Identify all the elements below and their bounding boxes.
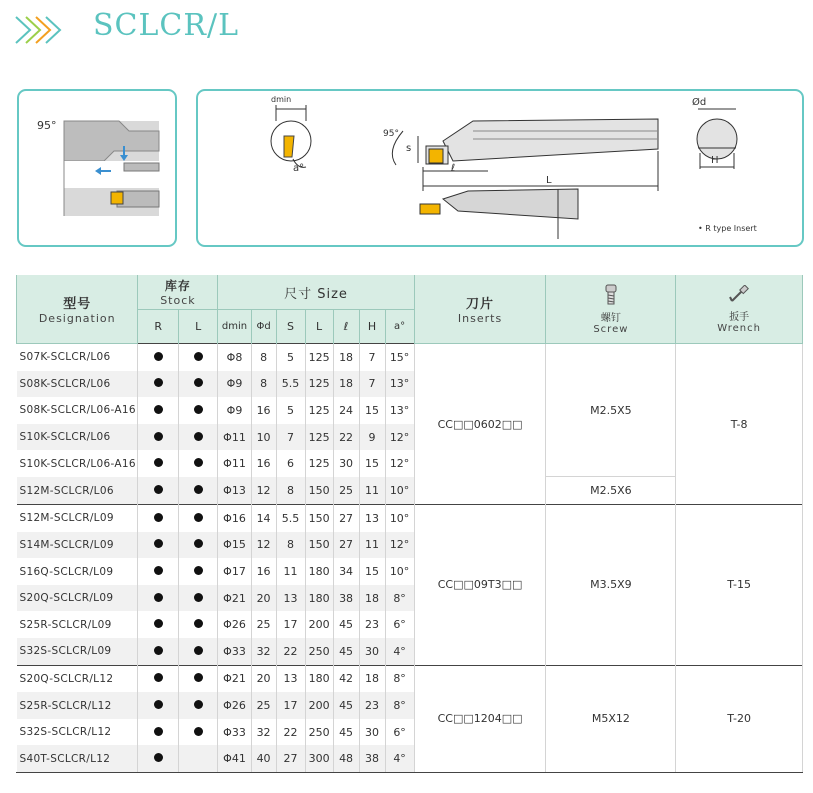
- inserts-en: Inserts: [457, 312, 503, 325]
- a-cell: 12°: [385, 424, 414, 451]
- h-cell: 15: [359, 450, 385, 477]
- sub-L: L: [305, 310, 333, 344]
- in-stock-dot: [194, 593, 203, 602]
- wrench-icon: [728, 285, 750, 305]
- od-label: Ød: [692, 97, 707, 108]
- a-cell: 13°: [385, 371, 414, 398]
- in-stock-dot: [194, 352, 203, 361]
- screw-en: Screw: [593, 323, 629, 335]
- h-cell: 15: [359, 397, 385, 424]
- L-cell: 125: [305, 424, 333, 451]
- h-cell: 7: [359, 371, 385, 398]
- d-cell: 12: [251, 477, 276, 505]
- s-cell: 22: [276, 719, 305, 746]
- dmin-cell: Φ16: [218, 505, 251, 532]
- h-cell: 23: [359, 611, 385, 638]
- a-cell: 10°: [385, 558, 414, 585]
- h-cell: 23: [359, 692, 385, 719]
- s-cell: 5: [276, 344, 305, 371]
- wrench-cell: T-15: [676, 505, 803, 666]
- L-cell: 300: [305, 745, 333, 772]
- s-cell: 5.5: [276, 505, 305, 532]
- designation-cell: S12M-SCLCR/L06: [17, 477, 138, 505]
- in-stock-dot: [154, 593, 163, 602]
- dmin-cell: Φ26: [218, 692, 251, 719]
- d-cell: 8: [251, 371, 276, 398]
- dmin-cell: Φ11: [218, 450, 251, 477]
- dmin-cell: Φ8: [218, 344, 251, 371]
- d-cell: 10: [251, 424, 276, 451]
- sub-dmin: dmin: [218, 310, 251, 344]
- in-stock-dot: [154, 566, 163, 575]
- in-stock-dot: [154, 458, 163, 467]
- in-stock-dot: [154, 513, 163, 522]
- L-cell: 200: [305, 611, 333, 638]
- wrench-cn: 扳手: [729, 311, 750, 323]
- spec-table: [16, 275, 803, 773]
- L-cell: 180: [305, 585, 333, 612]
- stock-cn: 库存: [164, 279, 191, 293]
- screw-cell: M3.5X9: [546, 505, 676, 666]
- h-cell: 11: [359, 532, 385, 559]
- a-cell: 8°: [385, 585, 414, 612]
- stock-l-cell: [178, 611, 217, 638]
- d-cell: 14: [251, 505, 276, 532]
- sub-s: S: [276, 310, 305, 344]
- d-cell: 16: [251, 450, 276, 477]
- s-cell: 6: [276, 450, 305, 477]
- dmin-cell: Φ9: [218, 371, 251, 398]
- l-cell: 25: [333, 477, 359, 505]
- screw-icon: [604, 284, 618, 306]
- a-cell: 15°: [385, 344, 414, 371]
- d-cell: 40: [251, 745, 276, 772]
- screw-cell: M2.5X5: [546, 344, 676, 477]
- l-cell: 18: [333, 371, 359, 398]
- L-cell: 125: [305, 397, 333, 424]
- L-cell: 250: [305, 638, 333, 665]
- screw-cell: M5X12: [546, 665, 676, 772]
- l-cell: 34: [333, 558, 359, 585]
- stock-l-cell: [178, 450, 217, 477]
- d-cell: 16: [251, 397, 276, 424]
- sub-d: Φd: [251, 310, 276, 344]
- a-cell: 8°: [385, 665, 414, 692]
- in-stock-dot: [194, 673, 203, 682]
- stock-r-cell: [138, 397, 178, 424]
- boring-illustration: [19, 91, 175, 245]
- in-stock-dot: [194, 566, 203, 575]
- s-cell: 17: [276, 611, 305, 638]
- stock-l-cell: [178, 585, 217, 612]
- table-row: [17, 344, 803, 371]
- designation-cell: S25R-SCLCR/L09: [17, 611, 138, 638]
- table-row: [17, 665, 803, 692]
- screw-header: [546, 275, 676, 344]
- in-stock-dot: [154, 673, 163, 682]
- sub-h: H: [359, 310, 385, 344]
- stock-l-cell: [178, 558, 217, 585]
- L-label: L: [546, 175, 552, 186]
- insert-cell: CC□□1204□□: [414, 665, 546, 772]
- designation-cell: S10K-SCLCR/L06: [17, 424, 138, 451]
- L-cell: 180: [305, 558, 333, 585]
- dmin-cell: Φ11: [218, 424, 251, 451]
- h-cell: 13: [359, 505, 385, 532]
- L-cell: 125: [305, 344, 333, 371]
- dmin-cell: Φ15: [218, 532, 251, 559]
- l-cell: 22: [333, 424, 359, 451]
- in-stock-dot: [154, 352, 163, 361]
- stock-l-cell: [178, 638, 217, 665]
- a-angle-label: a°: [293, 163, 305, 174]
- stock-l-cell: [178, 371, 217, 398]
- dmin-cell: Φ21: [218, 585, 251, 612]
- L-cell: 150: [305, 505, 333, 532]
- a-cell: 10°: [385, 477, 414, 505]
- model-en: Designation: [38, 312, 116, 325]
- s-cell: 17: [276, 692, 305, 719]
- h-cell: 30: [359, 638, 385, 665]
- d-cell: 20: [251, 665, 276, 692]
- stock-r-cell: [138, 558, 178, 585]
- s-cell: 22: [276, 638, 305, 665]
- s-cell: 5: [276, 397, 305, 424]
- designation-cell: S14M-SCLCR/L09: [17, 532, 138, 559]
- dmin-cell: Φ41: [218, 745, 251, 772]
- insert-note: • R type Insert: [698, 224, 757, 233]
- in-stock-dot: [154, 700, 163, 709]
- s-cell: 8: [276, 477, 305, 505]
- in-stock-dot: [154, 646, 163, 655]
- s-label: s: [406, 143, 412, 154]
- page-title: SCLCR/L: [93, 8, 239, 43]
- d-cell: 20: [251, 585, 276, 612]
- a-cell: 12°: [385, 450, 414, 477]
- L-cell: 125: [305, 371, 333, 398]
- designation-cell: S08K-SCLCR/L06: [17, 371, 138, 398]
- insert-cell: CC□□0602□□: [414, 344, 546, 505]
- insert-cell: CC□□09T3□□: [414, 505, 546, 666]
- designation-cell: S12M-SCLCR/L09: [17, 505, 138, 532]
- l-cell: 30: [333, 450, 359, 477]
- stock-l-cell: [178, 424, 217, 451]
- in-stock-dot: [194, 727, 203, 736]
- d-cell: 25: [251, 611, 276, 638]
- screw-cn: 螺钉: [600, 312, 621, 324]
- L-cell: 150: [305, 532, 333, 559]
- l-cell: 42: [333, 665, 359, 692]
- table-row: [17, 505, 803, 532]
- s-cell: 5.5: [276, 371, 305, 398]
- stock-header: [138, 275, 218, 310]
- triple-chevron-icon: [14, 14, 74, 46]
- H-label: H: [711, 155, 719, 166]
- dmin-cell: Φ9: [218, 397, 251, 424]
- diagram-boring-operation: [17, 89, 177, 247]
- stock-l-cell: [178, 719, 217, 746]
- L-cell: 125: [305, 450, 333, 477]
- a-cell: 6°: [385, 611, 414, 638]
- designation-cell: S10K-SCLCR/L06-A16: [17, 450, 138, 477]
- dimension-drawing: [198, 91, 802, 245]
- designation-header: [17, 275, 138, 344]
- l-cell: 45: [333, 638, 359, 665]
- s-cell: 13: [276, 665, 305, 692]
- in-stock-dot: [194, 539, 203, 548]
- in-stock-dot: [154, 485, 163, 494]
- h-cell: 9: [359, 424, 385, 451]
- in-stock-dot: [154, 378, 163, 387]
- in-stock-dot: [154, 727, 163, 736]
- l-cell: 38: [333, 585, 359, 612]
- angle-label: 95°: [37, 119, 57, 132]
- h-cell: 38: [359, 745, 385, 772]
- designation-cell: S32S-SCLCR/L12: [17, 719, 138, 746]
- stock-r-cell: [138, 638, 178, 665]
- inserts-cn: 刀片: [466, 297, 495, 312]
- d-cell: 32: [251, 638, 276, 665]
- in-stock-dot: [194, 485, 203, 494]
- stock-en: Stock: [160, 294, 196, 307]
- L-cell: 150: [305, 477, 333, 505]
- h-cell: 7: [359, 344, 385, 371]
- l-cell: 45: [333, 719, 359, 746]
- stock-r-cell: [138, 371, 178, 398]
- dmin-cell: Φ33: [218, 638, 251, 665]
- stock-l-cell: [178, 477, 217, 505]
- sub-l: L: [178, 310, 217, 344]
- a-cell: 8°: [385, 692, 414, 719]
- s-cell: 7: [276, 424, 305, 451]
- in-stock-dot: [154, 619, 163, 628]
- a-cell: 4°: [385, 745, 414, 772]
- a-cell: 13°: [385, 397, 414, 424]
- d-cell: 32: [251, 719, 276, 746]
- stock-r-cell: [138, 745, 178, 772]
- designation-cell: S40T-SCLCR/L12: [17, 745, 138, 772]
- in-stock-dot: [194, 378, 203, 387]
- designation-cell: S08K-SCLCR/L06-A16: [17, 397, 138, 424]
- inserts-header: [414, 275, 546, 344]
- L-cell: 180: [305, 665, 333, 692]
- screw-cell: M2.5X6: [546, 477, 676, 505]
- in-stock-dot: [194, 700, 203, 709]
- h-cell: 11: [359, 477, 385, 505]
- stock-l-cell: [178, 745, 217, 772]
- in-stock-dot: [194, 432, 203, 441]
- dmin-cell: Φ26: [218, 611, 251, 638]
- designation-cell: S20Q-SCLCR/L09: [17, 585, 138, 612]
- stock-r-cell: [138, 665, 178, 692]
- stock-r-cell: [138, 424, 178, 451]
- designation-cell: S16Q-SCLCR/L09: [17, 558, 138, 585]
- in-stock-dot: [194, 405, 203, 414]
- l-cell: 45: [333, 611, 359, 638]
- dmin-cell: Φ17: [218, 558, 251, 585]
- d-cell: 12: [251, 532, 276, 559]
- stock-r-cell: [138, 611, 178, 638]
- designation-cell: S20Q-SCLCR/L12: [17, 665, 138, 692]
- stock-l-cell: [178, 532, 217, 559]
- in-stock-dot: [194, 619, 203, 628]
- l-cell: 27: [333, 532, 359, 559]
- dmin-cell: Φ13: [218, 477, 251, 505]
- in-stock-dot: [154, 432, 163, 441]
- stock-r-cell: [138, 477, 178, 505]
- d-cell: 25: [251, 692, 276, 719]
- l-cell: 45: [333, 692, 359, 719]
- stock-l-cell: [178, 692, 217, 719]
- in-stock-dot: [194, 646, 203, 655]
- stock-l-cell: [178, 344, 217, 371]
- h-cell: 30: [359, 719, 385, 746]
- in-stock-dot: [194, 458, 203, 467]
- l-cell: 18: [333, 344, 359, 371]
- sub-l-small: ℓ: [333, 310, 359, 344]
- l-small-label: ℓ: [451, 163, 456, 174]
- sub-r: R: [138, 310, 178, 344]
- a-cell: 10°: [385, 505, 414, 532]
- main-angle-label: 95°: [383, 129, 399, 139]
- designation-cell: S32S-SCLCR/L09: [17, 638, 138, 665]
- l-cell: 27: [333, 505, 359, 532]
- s-cell: 27: [276, 745, 305, 772]
- L-cell: 250: [305, 719, 333, 746]
- d-cell: 8: [251, 344, 276, 371]
- in-stock-dot: [154, 753, 163, 762]
- a-cell: 12°: [385, 532, 414, 559]
- l-cell: 24: [333, 397, 359, 424]
- wrench-cell: T-20: [676, 665, 803, 772]
- stock-r-cell: [138, 344, 178, 371]
- stock-l-cell: [178, 397, 217, 424]
- in-stock-dot: [154, 405, 163, 414]
- wrench-header: [676, 275, 803, 344]
- l-cell: 48: [333, 745, 359, 772]
- in-stock-dot: [154, 539, 163, 548]
- dmin-label: dmin: [271, 95, 292, 104]
- stock-r-cell: [138, 505, 178, 532]
- sub-a: a°: [385, 310, 414, 344]
- stock-r-cell: [138, 585, 178, 612]
- h-cell: 18: [359, 585, 385, 612]
- s-cell: 13: [276, 585, 305, 612]
- stock-l-cell: [178, 505, 217, 532]
- L-cell: 200: [305, 692, 333, 719]
- stock-r-cell: [138, 719, 178, 746]
- stock-r-cell: [138, 450, 178, 477]
- d-cell: 16: [251, 558, 276, 585]
- designation-cell: S25R-SCLCR/L12: [17, 692, 138, 719]
- stock-r-cell: [138, 532, 178, 559]
- stock-l-cell: [178, 665, 217, 692]
- a-cell: 4°: [385, 638, 414, 665]
- table-bottom-rule: [16, 772, 803, 773]
- a-cell: 6°: [385, 719, 414, 746]
- stock-r-cell: [138, 692, 178, 719]
- size-header: [218, 275, 414, 310]
- in-stock-dot: [194, 513, 203, 522]
- designation-cell: S07K-SCLCR/L06: [17, 344, 138, 371]
- s-cell: 8: [276, 532, 305, 559]
- size-label: 尺寸 Size: [284, 286, 348, 302]
- h-cell: 18: [359, 665, 385, 692]
- wrench-cell: T-8: [676, 344, 803, 505]
- s-cell: 11: [276, 558, 305, 585]
- diagram-dimensions: [196, 89, 804, 247]
- wrench-en: Wrench: [717, 322, 761, 334]
- h-cell: 15: [359, 558, 385, 585]
- dmin-cell: Φ33: [218, 719, 251, 746]
- model-cn: 型号: [63, 297, 92, 312]
- dmin-cell: Φ21: [218, 665, 251, 692]
